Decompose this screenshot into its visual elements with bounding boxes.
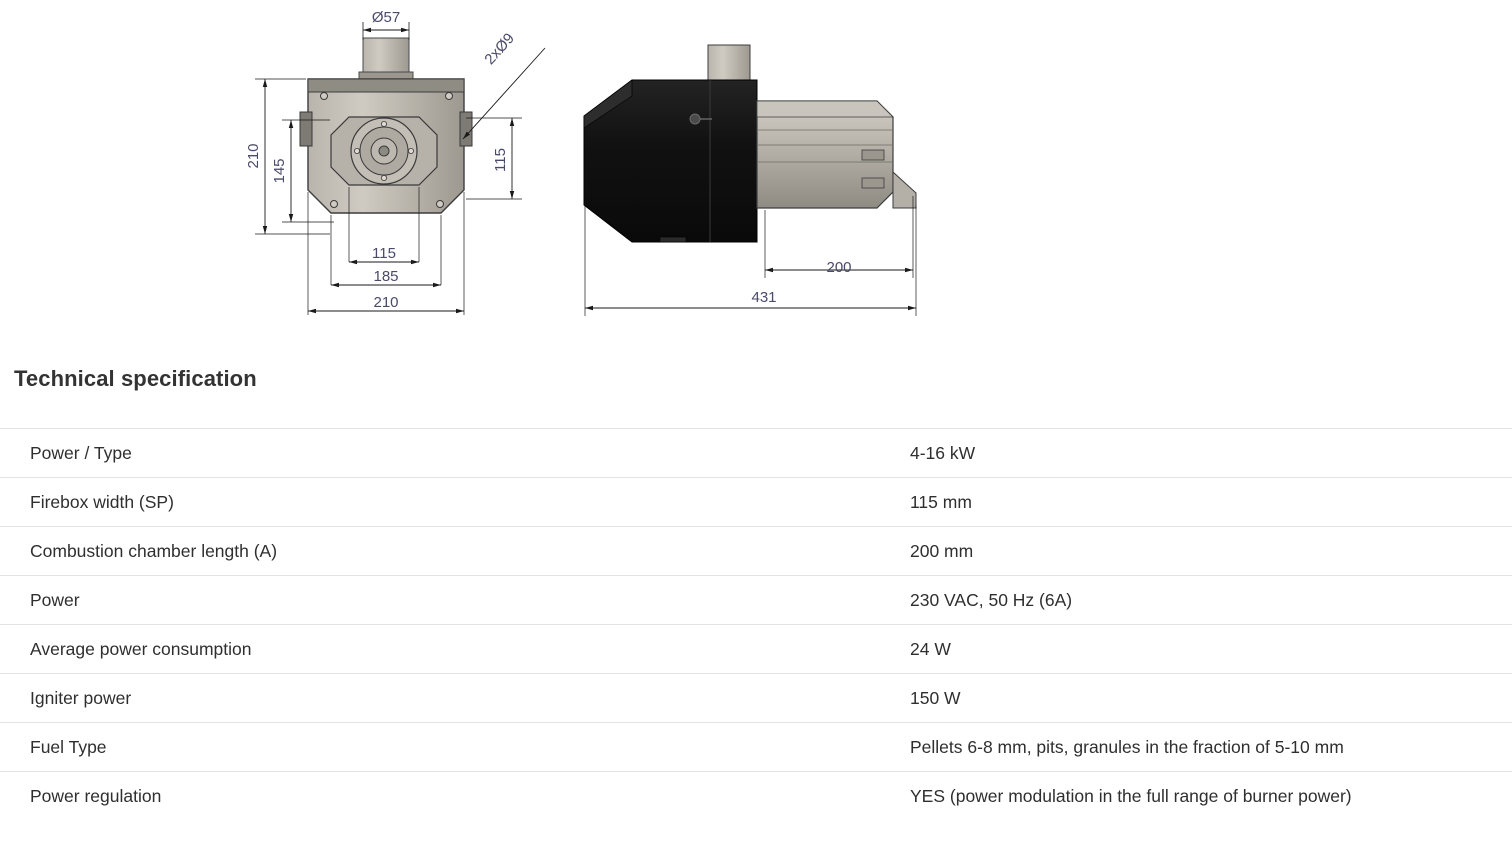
dim-label-w210: 210 <box>373 294 399 311</box>
side-chamber-tab-2 <box>862 178 884 188</box>
front-flue-stub <box>363 38 409 74</box>
front-hole-tr <box>446 93 453 100</box>
technical-specification-table <box>0 428 1512 820</box>
front-hole-bl <box>331 201 338 208</box>
dim-label-200: 200 <box>826 259 852 276</box>
front-flue-flange <box>359 72 413 79</box>
page-title: Technical specification <box>14 366 257 391</box>
front-bracket-right <box>460 112 472 146</box>
table-row <box>0 723 1512 772</box>
dim-label-h115: 115 <box>492 148 509 172</box>
table-row <box>0 527 1512 576</box>
front-view <box>245 9 545 315</box>
dim-label-w185: 185 <box>373 268 399 285</box>
dim-label-2xd9: 2xØ9 <box>481 29 518 69</box>
spec-value: 4-16 kW <box>910 443 976 463</box>
front-bolt-right <box>408 148 413 153</box>
front-bolt-bottom <box>381 175 386 180</box>
spec-label: Igniter power <box>30 688 132 708</box>
front-body-top-band <box>308 79 464 92</box>
front-bolt-top <box>381 121 386 126</box>
spec-label: Power <box>30 590 80 610</box>
table-row <box>0 674 1512 723</box>
front-hole-tl <box>321 93 328 100</box>
side-foot <box>660 237 686 242</box>
spec-value: 115 mm <box>910 492 972 512</box>
side-hopper-neck <box>708 45 750 80</box>
drawing-canvas <box>0 0 1512 345</box>
front-burner-center <box>379 146 389 156</box>
spec-value: YES (power modulation in the full range of burner power) <box>910 786 1352 806</box>
table-row <box>0 429 1512 478</box>
side-chamber-top <box>757 101 893 117</box>
spec-label: Power regulation <box>30 786 162 806</box>
side-latch-knob <box>690 114 700 124</box>
dim-label-431: 431 <box>751 289 777 306</box>
table-row <box>0 772 1512 821</box>
dim-2xd9-leader <box>463 48 545 139</box>
front-bracket-left <box>300 112 312 146</box>
dim-label-d57: Ø57 <box>371 9 401 26</box>
side-chamber-tab-1 <box>862 150 884 160</box>
table-row <box>0 576 1512 625</box>
spec-value: 230 VAC, 50 Hz (6A) <box>910 590 1073 610</box>
spec-label: Fuel Type <box>30 737 107 757</box>
spec-value: 200 mm <box>910 541 974 561</box>
dim-label-h145: 145 <box>271 158 288 184</box>
table-row <box>0 625 1512 674</box>
spec-label: Power / Type <box>30 443 132 463</box>
side-view <box>584 45 916 316</box>
side-nozzle-tip <box>893 172 916 208</box>
front-hole-br <box>437 201 444 208</box>
spec-label: Combustion chamber length (A) <box>30 541 278 561</box>
dim-label-w115: 115 <box>372 245 396 262</box>
spec-label: Average power consumption <box>30 639 252 659</box>
dim-label-h210: 210 <box>245 143 262 169</box>
table-row <box>0 478 1512 527</box>
spec-value: 24 W <box>910 639 951 659</box>
spec-value: Pellets 6-8 mm, pits, granules in the fraction of 5-10 mm <box>910 737 1344 757</box>
front-bolt-left <box>354 148 359 153</box>
spec-label: Firebox width (SP) <box>30 492 174 512</box>
technical-drawing <box>0 0 1512 345</box>
spec-value: 150 W <box>910 688 961 708</box>
